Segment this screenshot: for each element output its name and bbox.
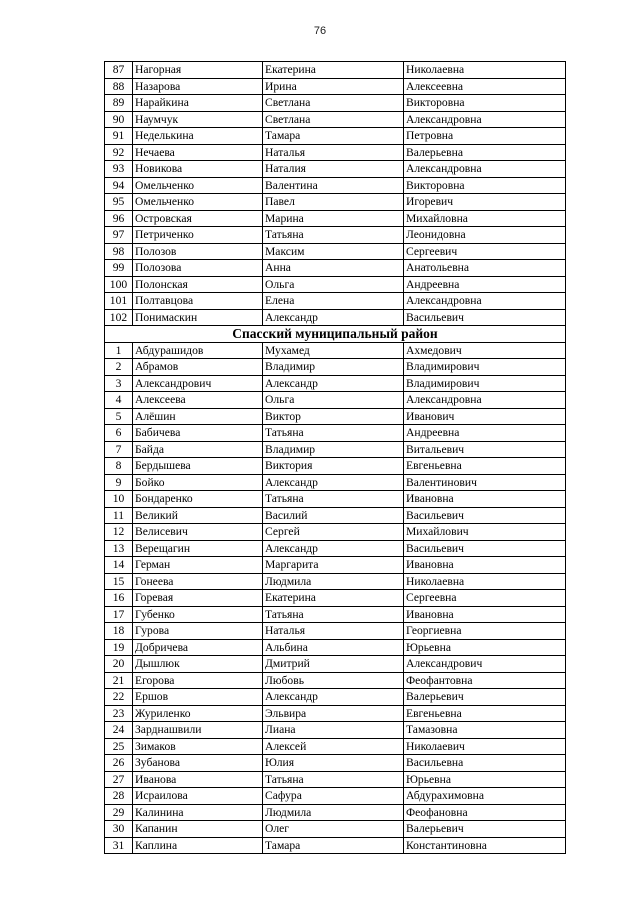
patronymic-cell: Ивановна xyxy=(404,606,566,623)
last-name-cell: Петриченко xyxy=(133,227,263,244)
table-row xyxy=(105,227,566,244)
first-name-cell: Александр xyxy=(263,309,404,326)
patronymic-cell: Алексеевна xyxy=(404,78,566,95)
row-number-cell: 95 xyxy=(105,194,133,211)
patronymic-cell: Ивановна xyxy=(404,491,566,508)
patronymic-cell: Александровна xyxy=(404,293,566,310)
last-name-cell: Абдурашидов xyxy=(133,342,263,359)
table-row xyxy=(105,590,566,607)
row-number-cell: 102 xyxy=(105,309,133,326)
first-name-cell: Ольга xyxy=(263,392,404,409)
last-name-cell: Губенко xyxy=(133,606,263,623)
first-name-cell: Тамара xyxy=(263,837,404,854)
first-name-cell: Маргарита xyxy=(263,557,404,574)
last-name-cell: Гурова xyxy=(133,623,263,640)
first-name-cell: Елена xyxy=(263,293,404,310)
first-name-cell: Татьяна xyxy=(263,425,404,442)
last-name-cell: Александрович xyxy=(133,375,263,392)
patronymic-cell: Викторовна xyxy=(404,177,566,194)
last-name-cell: Дышлюк xyxy=(133,656,263,673)
last-name-cell: Зубанова xyxy=(133,755,263,772)
row-number-cell: 30 xyxy=(105,821,133,838)
row-number-cell: 27 xyxy=(105,771,133,788)
last-name-cell: Нарайкина xyxy=(133,95,263,112)
table-row xyxy=(105,689,566,706)
last-name-cell: Бердышева xyxy=(133,458,263,475)
patronymic-cell: Николаевич xyxy=(404,738,566,755)
table-row xyxy=(105,540,566,557)
first-name-cell: Александр xyxy=(263,474,404,491)
row-number-cell: 28 xyxy=(105,788,133,805)
table-row xyxy=(105,78,566,95)
last-name-cell: Горевая xyxy=(133,590,263,607)
row-number-cell: 94 xyxy=(105,177,133,194)
patronymic-cell: Владимирович xyxy=(404,375,566,392)
last-name-cell: Алёшин xyxy=(133,408,263,425)
first-name-cell: Максим xyxy=(263,243,404,260)
table-row xyxy=(105,804,566,821)
patronymic-cell: Андреевна xyxy=(404,276,566,293)
patronymic-cell: Михайлович xyxy=(404,524,566,541)
last-name-cell: Капанин xyxy=(133,821,263,838)
first-name-cell: Ирина xyxy=(263,78,404,95)
row-number-cell: 92 xyxy=(105,144,133,161)
row-number-cell: 12 xyxy=(105,524,133,541)
last-name-cell: Полозова xyxy=(133,260,263,277)
patronymic-cell: Юрьевна xyxy=(404,639,566,656)
table-row xyxy=(105,474,566,491)
table-row xyxy=(105,144,566,161)
row-number-cell: 6 xyxy=(105,425,133,442)
patronymic-cell: Васильевна xyxy=(404,755,566,772)
last-name-cell: Велисевич xyxy=(133,524,263,541)
last-name-cell: Бабичева xyxy=(133,425,263,442)
table-row xyxy=(105,260,566,277)
last-name-cell: Журиленко xyxy=(133,705,263,722)
roster-table xyxy=(104,61,566,854)
last-name-cell: Бойко xyxy=(133,474,263,491)
first-name-cell: Эльвира xyxy=(263,705,404,722)
patronymic-cell: Сергеевна xyxy=(404,590,566,607)
table-row xyxy=(105,491,566,508)
last-name-cell: Полтавцова xyxy=(133,293,263,310)
row-number-cell: 23 xyxy=(105,705,133,722)
row-number-cell: 24 xyxy=(105,722,133,739)
last-name-cell: Неделькина xyxy=(133,128,263,145)
row-number-cell: 1 xyxy=(105,342,133,359)
row-number-cell: 99 xyxy=(105,260,133,277)
table-row xyxy=(105,738,566,755)
table-row xyxy=(105,177,566,194)
last-name-cell: Полонская xyxy=(133,276,263,293)
table-row xyxy=(105,821,566,838)
last-name-cell: Новикова xyxy=(133,161,263,178)
patronymic-cell: Васильевич xyxy=(404,540,566,557)
row-number-cell: 101 xyxy=(105,293,133,310)
row-number-cell: 22 xyxy=(105,689,133,706)
table-row xyxy=(105,722,566,739)
table-row xyxy=(105,309,566,326)
row-number-cell: 100 xyxy=(105,276,133,293)
first-name-cell: Дмитрий xyxy=(263,656,404,673)
row-number-cell: 3 xyxy=(105,375,133,392)
table-row xyxy=(105,375,566,392)
page-number: 76 xyxy=(313,25,327,37)
patronymic-cell: Иванович xyxy=(404,408,566,425)
first-name-cell: Валентина xyxy=(263,177,404,194)
last-name-cell: Абрамов xyxy=(133,359,263,376)
last-name-cell: Назарова xyxy=(133,78,263,95)
patronymic-cell: Валерьевич xyxy=(404,821,566,838)
patronymic-cell: Анатольевна xyxy=(404,260,566,277)
patronymic-cell: Михайловна xyxy=(404,210,566,227)
first-name-cell: Татьяна xyxy=(263,491,404,508)
table-row xyxy=(105,128,566,145)
first-name-cell: Василий xyxy=(263,507,404,524)
first-name-cell: Владимир xyxy=(263,441,404,458)
table-row xyxy=(105,557,566,574)
first-name-cell: Екатерина xyxy=(263,62,404,79)
first-name-cell: Павел xyxy=(263,194,404,211)
table-row xyxy=(105,62,566,79)
row-number-cell: 25 xyxy=(105,738,133,755)
first-name-cell: Виктория xyxy=(263,458,404,475)
table-row xyxy=(105,788,566,805)
row-number-cell: 20 xyxy=(105,656,133,673)
first-name-cell: Мухамед xyxy=(263,342,404,359)
table-row xyxy=(105,111,566,128)
table-row xyxy=(105,623,566,640)
first-name-cell: Наталья xyxy=(263,623,404,640)
table-row xyxy=(105,210,566,227)
patronymic-cell: Валентинович xyxy=(404,474,566,491)
patronymic-cell: Александровна xyxy=(404,161,566,178)
row-number-cell: 5 xyxy=(105,408,133,425)
row-number-cell: 18 xyxy=(105,623,133,640)
last-name-cell: Великий xyxy=(133,507,263,524)
row-number-cell: 87 xyxy=(105,62,133,79)
last-name-cell: Гонеева xyxy=(133,573,263,590)
table-row xyxy=(105,161,566,178)
last-name-cell: Калинина xyxy=(133,804,263,821)
first-name-cell: Ольга xyxy=(263,276,404,293)
row-number-cell: 93 xyxy=(105,161,133,178)
patronymic-cell: Евгеньевна xyxy=(404,705,566,722)
patronymic-cell: Валерьевна xyxy=(404,144,566,161)
first-name-cell: Светлана xyxy=(263,111,404,128)
table-row xyxy=(105,524,566,541)
patronymic-cell: Сергеевич xyxy=(404,243,566,260)
table-row xyxy=(105,573,566,590)
table-row xyxy=(105,342,566,359)
last-name-cell: Полозов xyxy=(133,243,263,260)
first-name-cell: Людмила xyxy=(263,573,404,590)
row-number-cell: 29 xyxy=(105,804,133,821)
row-number-cell: 97 xyxy=(105,227,133,244)
table-row xyxy=(105,276,566,293)
last-name-cell: Ершов xyxy=(133,689,263,706)
last-name-cell: Исраилова xyxy=(133,788,263,805)
first-name-cell: Виктор xyxy=(263,408,404,425)
patronymic-cell: Александровна xyxy=(404,392,566,409)
table-row xyxy=(105,639,566,656)
patronymic-cell: Петровна xyxy=(404,128,566,145)
first-name-cell: Сафура xyxy=(263,788,404,805)
first-name-cell: Александр xyxy=(263,540,404,557)
patronymic-cell: Андреевна xyxy=(404,425,566,442)
table-row xyxy=(105,95,566,112)
first-name-cell: Марина xyxy=(263,210,404,227)
row-number-cell: 4 xyxy=(105,392,133,409)
section-header-row xyxy=(105,326,566,343)
table-row xyxy=(105,243,566,260)
first-name-cell: Александр xyxy=(263,689,404,706)
table-row xyxy=(105,293,566,310)
row-number-cell: 19 xyxy=(105,639,133,656)
patronymic-cell: Валерьевич xyxy=(404,689,566,706)
table-row xyxy=(105,507,566,524)
last-name-cell: Верещагин xyxy=(133,540,263,557)
last-name-cell: Алексеева xyxy=(133,392,263,409)
table-row xyxy=(105,837,566,854)
row-number-cell: 9 xyxy=(105,474,133,491)
first-name-cell: Татьяна xyxy=(263,227,404,244)
first-name-cell: Светлана xyxy=(263,95,404,112)
row-number-cell: 31 xyxy=(105,837,133,854)
patronymic-cell: Викторовна xyxy=(404,95,566,112)
table-row xyxy=(105,705,566,722)
first-name-cell: Лиана xyxy=(263,722,404,739)
last-name-cell: Островская xyxy=(133,210,263,227)
row-number-cell: 16 xyxy=(105,590,133,607)
patronymic-cell: Тамазовна xyxy=(404,722,566,739)
last-name-cell: Нагорная xyxy=(133,62,263,79)
last-name-cell: Зимаков xyxy=(133,738,263,755)
first-name-cell: Александр xyxy=(263,375,404,392)
table-row xyxy=(105,672,566,689)
first-name-cell: Тамара xyxy=(263,128,404,145)
row-number-cell: 90 xyxy=(105,111,133,128)
patronymic-cell: Александрович xyxy=(404,656,566,673)
patronymic-cell: Феофантовна xyxy=(404,672,566,689)
first-name-cell: Альбина xyxy=(263,639,404,656)
first-name-cell: Наталья xyxy=(263,144,404,161)
last-name-cell: Понимаскин xyxy=(133,309,263,326)
patronymic-cell: Александровна xyxy=(404,111,566,128)
row-number-cell: 96 xyxy=(105,210,133,227)
last-name-cell: Герман xyxy=(133,557,263,574)
first-name-cell: Татьяна xyxy=(263,771,404,788)
table-row xyxy=(105,458,566,475)
row-number-cell: 2 xyxy=(105,359,133,376)
section-title: Спасский муниципальный район xyxy=(105,326,566,343)
first-name-cell: Наталия xyxy=(263,161,404,178)
patronymic-cell: Абдурахимовна xyxy=(404,788,566,805)
table-row xyxy=(105,392,566,409)
row-number-cell: 15 xyxy=(105,573,133,590)
patronymic-cell: Игоревич xyxy=(404,194,566,211)
row-number-cell: 91 xyxy=(105,128,133,145)
row-number-cell: 89 xyxy=(105,95,133,112)
last-name-cell: Зарднашвили xyxy=(133,722,263,739)
first-name-cell: Татьяна xyxy=(263,606,404,623)
patronymic-cell: Николаевна xyxy=(404,62,566,79)
table-row xyxy=(105,656,566,673)
first-name-cell: Екатерина xyxy=(263,590,404,607)
row-number-cell: 13 xyxy=(105,540,133,557)
first-name-cell: Олег xyxy=(263,821,404,838)
last-name-cell: Омельченко xyxy=(133,194,263,211)
table-row xyxy=(105,194,566,211)
first-name-cell: Сергей xyxy=(263,524,404,541)
last-name-cell: Добричева xyxy=(133,639,263,656)
patronymic-cell: Васильевич xyxy=(404,507,566,524)
table-row xyxy=(105,425,566,442)
row-number-cell: 10 xyxy=(105,491,133,508)
row-number-cell: 98 xyxy=(105,243,133,260)
patronymic-cell: Георгиевна xyxy=(404,623,566,640)
first-name-cell: Юлия xyxy=(263,755,404,772)
last-name-cell: Иванова xyxy=(133,771,263,788)
row-number-cell: 26 xyxy=(105,755,133,772)
table-row xyxy=(105,771,566,788)
last-name-cell: Бондаренко xyxy=(133,491,263,508)
row-number-cell: 11 xyxy=(105,507,133,524)
patronymic-cell: Владимирович xyxy=(404,359,566,376)
first-name-cell: Любовь xyxy=(263,672,404,689)
first-name-cell: Владимир xyxy=(263,359,404,376)
last-name-cell: Каплина xyxy=(133,837,263,854)
patronymic-cell: Николаевна xyxy=(404,573,566,590)
first-name-cell: Алексей xyxy=(263,738,404,755)
patronymic-cell: Евгеньевна xyxy=(404,458,566,475)
first-name-cell: Анна xyxy=(263,260,404,277)
patronymic-cell: Феофановна xyxy=(404,804,566,821)
table-row xyxy=(105,408,566,425)
patronymic-cell: Юрьевна xyxy=(404,771,566,788)
last-name-cell: Омельченко xyxy=(133,177,263,194)
roster-body xyxy=(105,62,566,854)
patronymic-cell: Ахмедович xyxy=(404,342,566,359)
row-number-cell: 17 xyxy=(105,606,133,623)
patronymic-cell: Васильевич xyxy=(404,309,566,326)
last-name-cell: Нечаева xyxy=(133,144,263,161)
table-row xyxy=(105,359,566,376)
row-number-cell: 8 xyxy=(105,458,133,475)
first-name-cell: Людмила xyxy=(263,804,404,821)
table-row xyxy=(105,441,566,458)
patronymic-cell: Леонидовна xyxy=(404,227,566,244)
patronymic-cell: Витальевич xyxy=(404,441,566,458)
patronymic-cell: Ивановна xyxy=(404,557,566,574)
last-name-cell: Байда xyxy=(133,441,263,458)
row-number-cell: 7 xyxy=(105,441,133,458)
table-row xyxy=(105,755,566,772)
last-name-cell: Наумчук xyxy=(133,111,263,128)
row-number-cell: 14 xyxy=(105,557,133,574)
patronymic-cell: Константиновна xyxy=(404,837,566,854)
row-number-cell: 88 xyxy=(105,78,133,95)
last-name-cell: Егорова xyxy=(133,672,263,689)
table-row xyxy=(105,606,566,623)
row-number-cell: 21 xyxy=(105,672,133,689)
